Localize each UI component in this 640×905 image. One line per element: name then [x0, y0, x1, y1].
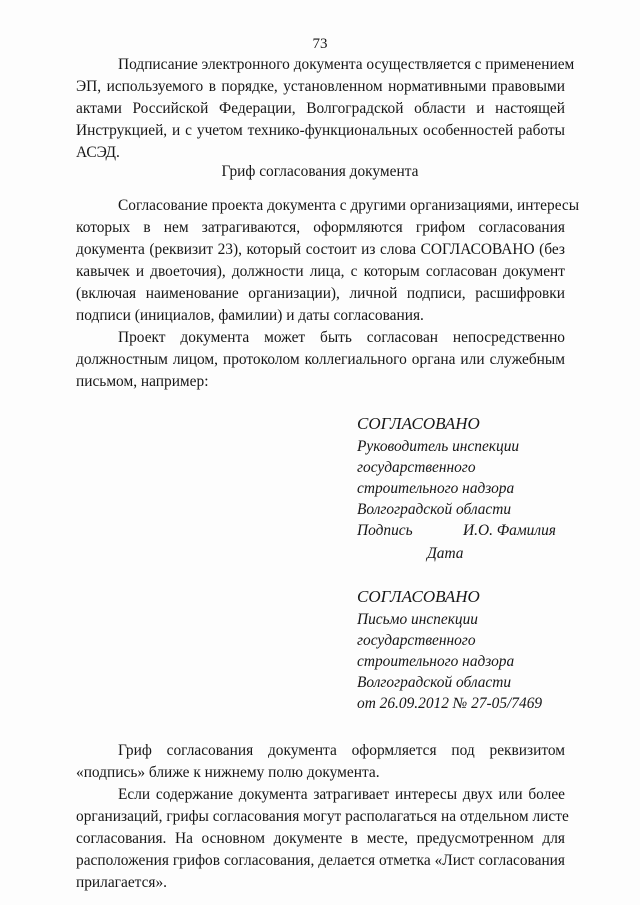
- text-line: кавычек и двоеточия), должности лица, с которым согласован документ: [76, 263, 565, 280]
- stamp-line: Волгоградской области: [357, 501, 512, 518]
- text-line: организаций, грифы согласования могут располагаться на отдельном листе: [76, 808, 569, 825]
- stamp-line: строительного надзора: [357, 653, 515, 670]
- text-line: согласования. На основном документе в месте, предусмотренном для: [76, 830, 565, 847]
- text-line: подписи (инициалов, фамилии) и даты согласования.: [76, 307, 424, 324]
- text-line: Гриф согласования документа оформляется под реквизитом: [118, 742, 565, 759]
- stamp-line: государственного: [357, 632, 476, 649]
- stamp-title: СОГЛАСОВАНО: [357, 414, 480, 433]
- date-label: Дата: [427, 545, 464, 562]
- section-heading: Гриф согласования документа: [221, 163, 419, 180]
- stamp-line: Руководитель инспекции: [357, 438, 520, 455]
- stamp-line: Волгоградской области: [357, 674, 512, 691]
- stamp-line: строительного надзора: [357, 480, 515, 497]
- text-line: письмом, например:: [76, 373, 209, 390]
- stamp-line: Письмо инспекции: [357, 611, 478, 628]
- text-line: актами Российской Федерации, Волгоградской области и настоящей: [76, 100, 565, 117]
- text-line: Подписание электронного документа осуществляется с применением: [118, 56, 575, 73]
- text-line: Согласование проекта документа с другими организациями, интересы: [118, 197, 580, 214]
- signature-name: И.О. Фамилия: [463, 522, 556, 539]
- text-line: Проект документа может быть согласован непосредственно: [118, 329, 565, 346]
- text-line: прилагается».: [76, 874, 168, 891]
- text-line: АСЭД.: [76, 144, 120, 161]
- text-line: ЭП, используемого в порядке, установленном нормативными правовыми: [76, 78, 565, 95]
- signature-label: Подпись: [357, 522, 413, 539]
- text-line: «подпись» ближе к нижнему полю документа.: [76, 764, 380, 781]
- page-number: 73: [312, 36, 328, 52]
- text-line: Инструкцией, и с учетом технико-функциональных особенностей работы: [76, 122, 565, 139]
- text-line: расположения грифов согласования, делается отметка «Лист согласования: [76, 852, 565, 869]
- text-line: (включая наименование организации), личной подписи, расшифровки: [76, 285, 565, 302]
- text-line: должностным лицом, протоколом коллегиального органа или служебным: [76, 351, 565, 368]
- stamp-line: государственного: [357, 459, 476, 476]
- stamp-title: СОГЛАСОВАНО: [357, 587, 480, 606]
- text-line: документа (реквизит 23), который состоит из слова СОГЛАСОВАНО (без: [76, 241, 565, 258]
- text-line: Если содержание документа затрагивает интересы двух или более: [118, 786, 565, 803]
- text-line: которых в нем затрагиваются, оформляются грифом согласования: [76, 219, 565, 236]
- stamp-line: от 26.09.2012 № 27-05/7469: [357, 695, 543, 712]
